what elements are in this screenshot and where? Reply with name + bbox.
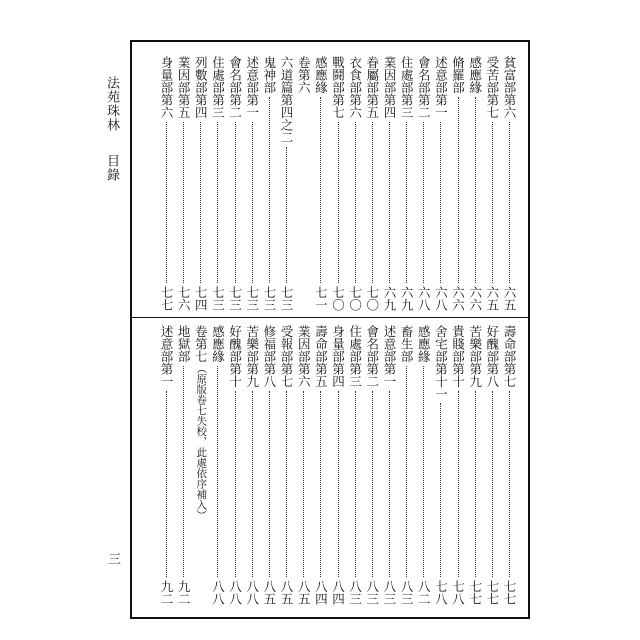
toc-entry-page: 八五 bbox=[279, 580, 295, 605]
toc-entry bbox=[348, 56, 363, 311]
leader-dots bbox=[338, 122, 339, 284]
toc-entry-page: 六八 bbox=[416, 286, 432, 311]
leader-dots bbox=[355, 391, 356, 578]
toc-entry-page: 九二 bbox=[176, 580, 192, 605]
leader-dots bbox=[475, 391, 476, 578]
toc-entry-page: 六六 bbox=[450, 286, 466, 311]
toc-entry-title: 住處部第三 bbox=[399, 56, 415, 119]
toc-entry-page: 八三 bbox=[381, 580, 397, 605]
toc-entry-page: 七三 bbox=[279, 286, 295, 311]
toc-entry-title: 戰鬪部第七 bbox=[330, 56, 346, 119]
toc-entry-page: 八八 bbox=[227, 580, 243, 605]
leader-dots bbox=[492, 391, 493, 578]
leader-dots bbox=[217, 122, 218, 284]
leader-dots bbox=[389, 122, 390, 284]
toc-entry-page: 七一 bbox=[313, 286, 329, 311]
toc-entry-title: 壽命部第五 bbox=[313, 325, 329, 388]
toc-entry-page: 八三 bbox=[364, 580, 380, 605]
toc-entry bbox=[382, 325, 397, 605]
toc-entry-page: 七三 bbox=[210, 286, 226, 311]
toc-entry-page: 七七 bbox=[502, 580, 517, 605]
leader-dots bbox=[440, 122, 441, 284]
toc-entry-page: 七三 bbox=[227, 286, 243, 311]
toc-entry bbox=[228, 325, 243, 605]
toc-entry-page: 六九 bbox=[381, 286, 397, 311]
toc-entry-page: 六五 bbox=[484, 286, 500, 311]
toc-entry bbox=[468, 325, 483, 605]
leader-dots bbox=[389, 391, 390, 578]
toc-entry bbox=[502, 56, 517, 311]
leader-dots bbox=[423, 122, 424, 284]
leader-dots bbox=[200, 122, 201, 284]
leader-dots bbox=[166, 122, 167, 284]
toc-entry-page: 七七 bbox=[159, 286, 174, 311]
toc-entry-title: 壽命部第七 bbox=[502, 325, 517, 388]
toc-entry-page: 七七 bbox=[467, 580, 483, 605]
toc-entry-title: 住處部第三 bbox=[347, 325, 363, 388]
toc-entry-title: 六道篇第四之二 bbox=[279, 56, 295, 144]
toc-entry bbox=[296, 325, 311, 605]
toc-entry bbox=[451, 56, 466, 311]
toc-entry bbox=[296, 56, 311, 311]
page-number: 三 bbox=[105, 552, 120, 565]
toc-entry-title: 貧富部第六 bbox=[502, 56, 517, 119]
leader-dots bbox=[286, 391, 287, 578]
toc-entry-title: 身量部第四 bbox=[330, 325, 346, 388]
toc-entry-title: 會名部第二 bbox=[364, 325, 380, 388]
toc-entry bbox=[416, 56, 431, 311]
leader-dots bbox=[406, 366, 407, 578]
toc-entry-page: 六九 bbox=[399, 286, 415, 311]
margin-header bbox=[101, 76, 121, 182]
toc-entry-page: 七六 bbox=[176, 286, 192, 311]
toc-entry-title: 業因部第五 bbox=[176, 56, 192, 119]
toc-entry bbox=[416, 325, 431, 605]
toc-entry-page: 八四 bbox=[313, 580, 329, 605]
toc-entry bbox=[485, 325, 500, 605]
toc-entry bbox=[210, 325, 225, 605]
toc-entry-title: 業因部第六 bbox=[296, 325, 312, 388]
toc-entry-title: 業因部第四 bbox=[381, 56, 397, 119]
leader-dots bbox=[492, 122, 493, 284]
toc-entry-title: 好醜部第八 bbox=[484, 325, 500, 388]
toc-entry-title: 貴賤部第十 bbox=[450, 325, 466, 388]
toc-entry bbox=[365, 56, 380, 311]
toc-entry-page: 八三 bbox=[399, 580, 415, 605]
leader-dots bbox=[166, 391, 167, 578]
toc-entry-page: 七七 bbox=[484, 580, 500, 605]
toc-entry bbox=[159, 325, 174, 605]
leader-dots bbox=[372, 122, 373, 284]
leader-dots bbox=[252, 391, 253, 578]
leader-dots bbox=[235, 391, 236, 578]
toc-entry-page: 七〇 bbox=[364, 286, 380, 311]
toc-entry bbox=[262, 56, 277, 311]
toc-entry-page: 七八 bbox=[433, 580, 449, 605]
leader-dots bbox=[286, 147, 287, 284]
toc-entry bbox=[485, 56, 500, 311]
toc-entry-title: 修福部第八 bbox=[261, 325, 277, 388]
toc-entry-title: 感應緣 bbox=[313, 56, 329, 94]
toc-entry bbox=[313, 325, 328, 605]
toc-entry bbox=[399, 325, 414, 605]
toc-entry bbox=[262, 325, 277, 605]
toc-entry bbox=[433, 325, 448, 605]
toc-entry bbox=[159, 56, 174, 311]
toc-entry bbox=[176, 56, 191, 311]
leader-dots bbox=[320, 97, 321, 284]
toc-entry bbox=[433, 56, 448, 311]
leader-dots bbox=[183, 122, 184, 284]
toc-entry-title: 好醜部第十 bbox=[227, 325, 243, 388]
toc-entry bbox=[228, 56, 243, 311]
toc-entry-title: 苦樂部第九 bbox=[467, 325, 483, 388]
toc-entry-title: 述意部第一 bbox=[433, 56, 449, 119]
toc-entry bbox=[365, 325, 380, 605]
toc-entry-title: 受報部第七 bbox=[279, 325, 295, 388]
toc-entry-page: 六六 bbox=[467, 286, 483, 311]
leader-dots bbox=[372, 391, 373, 578]
leader-dots bbox=[235, 122, 236, 284]
toc-entry-title: 感應緣 bbox=[467, 56, 483, 94]
leader-dots bbox=[269, 97, 270, 284]
leader-dots bbox=[355, 122, 356, 284]
toc-entry-title: 身量部第六 bbox=[159, 56, 174, 119]
toc-entry bbox=[348, 325, 363, 605]
toc-entry bbox=[193, 325, 208, 605]
toc-entry-page: 八二 bbox=[416, 580, 432, 605]
toc-entry bbox=[279, 325, 294, 605]
toc-entry bbox=[313, 56, 328, 311]
toc-entry-page: 八五 bbox=[296, 580, 312, 605]
leader-dots bbox=[440, 403, 441, 577]
toc-entry-page: 七四 bbox=[193, 286, 209, 311]
toc-entry-title: 列數部第四 bbox=[193, 56, 209, 119]
toc-entry-title: 卷第七 bbox=[193, 325, 209, 363]
leader-dots bbox=[303, 391, 304, 578]
toc-entry-title: 感應緣 bbox=[416, 325, 432, 363]
leader-dots bbox=[217, 366, 218, 578]
toc-entry-title: 述意部第一 bbox=[159, 325, 174, 388]
toc-entry-note: （原版卷七失校，此處依序補入） bbox=[195, 362, 208, 520]
leader-dots bbox=[183, 366, 184, 578]
toc-entry-page: 九二 bbox=[159, 580, 174, 605]
toc-entry bbox=[331, 325, 346, 605]
toc-entry-page: 七〇 bbox=[347, 286, 363, 311]
toc-entry-page: 八八 bbox=[210, 580, 226, 605]
toc-entry-title: 感應緣 bbox=[210, 325, 226, 363]
book-title: 法苑珠林 bbox=[104, 76, 119, 132]
section-title: 目錄 bbox=[104, 154, 119, 182]
toc-entry-title: 鬼神部 bbox=[261, 56, 277, 94]
toc-entry-page: 八三 bbox=[347, 580, 363, 605]
leader-dots bbox=[509, 391, 510, 578]
toc-entry-title: 舍宅部第十一 bbox=[433, 325, 449, 400]
toc-entry bbox=[331, 56, 346, 311]
toc-entry-title: 述意部第一 bbox=[244, 56, 260, 119]
toc-entry bbox=[245, 56, 260, 311]
toc-entry bbox=[468, 56, 483, 311]
toc-entry-title: 衣食部第六 bbox=[347, 56, 363, 119]
toc-entry-title: 畜生部 bbox=[399, 325, 415, 363]
leader-dots bbox=[509, 122, 510, 284]
leader-dots bbox=[252, 122, 253, 284]
leader-dots bbox=[458, 391, 459, 578]
toc-entry-page: 七八 bbox=[450, 580, 466, 605]
toc-entry bbox=[210, 56, 225, 311]
toc-entry-page: 六五 bbox=[502, 286, 517, 311]
toc-entry-title: 眷屬部第五 bbox=[364, 56, 380, 119]
toc-entry bbox=[382, 56, 397, 311]
toc-entry-title: 脩羅部 bbox=[450, 56, 466, 94]
toc-entry bbox=[451, 325, 466, 605]
toc-entry bbox=[502, 325, 517, 605]
toc-entry-title: 住處部第三 bbox=[210, 56, 226, 119]
leader-dots bbox=[269, 391, 270, 578]
toc-entry-page: 七三 bbox=[261, 286, 277, 311]
leader-dots bbox=[320, 391, 321, 578]
toc-entry-page: 七〇 bbox=[330, 286, 346, 311]
leader-dots bbox=[406, 122, 407, 284]
toc-entry-title: 地獄部 bbox=[176, 325, 192, 363]
register-divider bbox=[130, 317, 530, 318]
toc-entry bbox=[193, 56, 208, 311]
leader-dots bbox=[475, 97, 476, 284]
leader-dots bbox=[458, 97, 459, 284]
toc-entry-title: 受苦部第七 bbox=[484, 56, 500, 119]
toc-entry-title: 述意部第一 bbox=[381, 325, 397, 388]
toc-entry-title: 苦樂部第九 bbox=[244, 325, 260, 388]
toc-entry bbox=[245, 325, 260, 605]
toc-entry-page: 七三 bbox=[244, 286, 260, 311]
leader-dots bbox=[423, 366, 424, 578]
toc-entry-page: 八四 bbox=[330, 580, 346, 605]
toc-entry-page: 六八 bbox=[433, 286, 449, 311]
toc-entry-title: 卷第六 bbox=[296, 56, 312, 94]
toc-entry-page: 八八 bbox=[244, 580, 260, 605]
toc-entry bbox=[399, 56, 414, 311]
leader-dots bbox=[338, 391, 339, 578]
toc-entry-page: 八五 bbox=[261, 580, 277, 605]
toc-entry bbox=[176, 325, 191, 605]
toc-entry-title: 會名部第二 bbox=[416, 56, 432, 119]
toc-entry bbox=[279, 56, 294, 311]
toc-entry-title: 會名部第二 bbox=[227, 56, 243, 119]
